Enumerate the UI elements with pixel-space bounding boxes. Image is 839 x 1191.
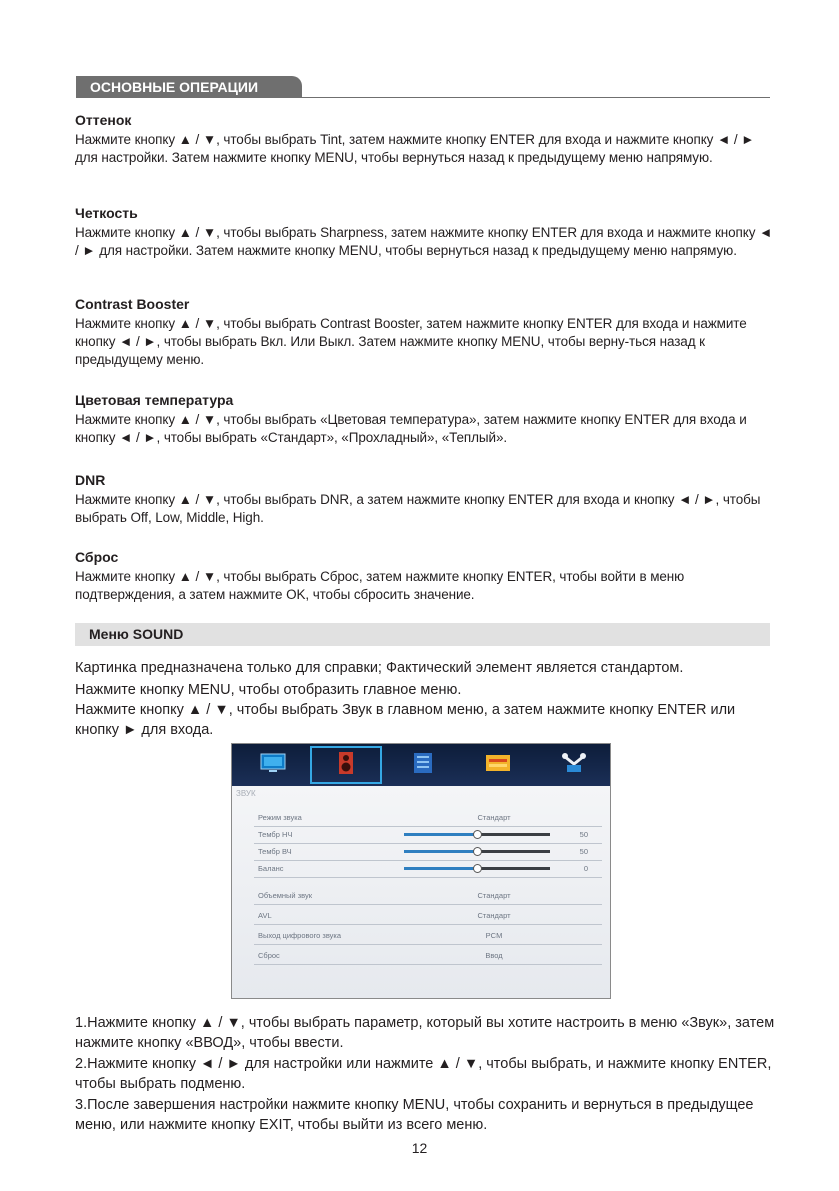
section-title: Contrast Booster (75, 296, 190, 312)
slider-knob[interactable] (473, 864, 482, 873)
balance-slider[interactable] (404, 867, 550, 870)
row-label: Выход цифрового звука (258, 931, 342, 940)
row-label: AVL (258, 911, 272, 920)
menu-body (232, 786, 610, 998)
menu-row-digital-out[interactable] (254, 928, 602, 945)
row-label: Сброс (258, 951, 280, 960)
page-number: 12 (411, 1140, 428, 1156)
row-number: 50 (579, 830, 588, 839)
row-label: Тембр НЧ (258, 830, 293, 839)
section-body: Нажмите кнопку ▲ / ▼, чтобы выбрать Sharpness, затем нажмите кнопку ENTER для входа и нажмите кнопку ◄ / ► для настройки. Затем нажмите кнопку MENU, чтобы вернуться назад к предыдущему меню напрямую. (75, 225, 773, 258)
menu-row-treble[interactable] (254, 844, 602, 861)
section-reset (75, 547, 775, 604)
treble-slider[interactable] (404, 850, 550, 853)
row-label: Объемный звук (258, 891, 312, 900)
slider-fill (404, 867, 477, 870)
section-body: Нажмите кнопку ▲ / ▼, чтобы выбрать Tint, затем нажмите кнопку ENTER для входа и нажмите кнопку ◄ / ► для настройки. Затем нажмите кнопку MENU, чтобы вернуться назад к предыдущему меню напрямую. (75, 132, 755, 165)
section-body: Нажмите кнопку ▲ / ▼, чтобы выбрать Сброс, затем нажмите кнопку ENTER, чтобы войти в меню подтверждения, а затем нажмите OK, чтобы сбросить значение. (75, 569, 685, 602)
section-dnr (75, 470, 775, 527)
section-title: DNR (75, 472, 106, 488)
menu-row-avl[interactable] (254, 908, 602, 925)
row-value: Стандарт (477, 891, 511, 900)
row-label: Режим звука (258, 813, 302, 822)
slider-fill (404, 833, 477, 836)
section-color-temp (75, 390, 775, 447)
sound-intro-select: Нажмите кнопку ▲ / ▼, чтобы выбрать Звук в главном меню, а затем нажмите кнопку ENTER или кнопку ► для входа. (75, 702, 736, 738)
section-title: Сброс (75, 549, 119, 565)
section-title: Цветовая температура (75, 392, 234, 408)
speaker-icon (333, 752, 359, 774)
channel-icon (410, 752, 436, 774)
section-sharpness (75, 203, 775, 260)
row-value: Стандарт (477, 911, 511, 920)
section-header (76, 76, 770, 98)
slider-knob[interactable] (473, 847, 482, 856)
step-3: 3.После завершения настройки нажмите кнопку MENU, чтобы сохранить и вернуться в предыдущее меню, или нажмите кнопку EXIT, чтобы выйти из всего меню. (75, 1097, 754, 1133)
section-title: Четкость (75, 205, 138, 221)
row-label: Баланс (258, 864, 284, 873)
header-divider (302, 97, 770, 98)
setup-tools-icon (561, 752, 587, 774)
section-body: Нажмите кнопку ▲ / ▼, чтобы выбрать Contrast Booster, затем нажмите кнопку ENTER для входа и нажмите кнопку ◄ / ►, чтобы выбрать Вкл. Или Выкл. Затем нажмите кнопку MENU, чтобы верну-ться назад к предыдущему меню. (75, 316, 747, 367)
section-body: Нажмите кнопку ▲ / ▼, чтобы выбрать «Цветовая температура», затем нажмите кнопку ENTER для входа и кнопку ◄ / ►, чтобы выбрать «Стандарт», «Прохладный», «Теплый». (75, 412, 747, 445)
menu-icon-bar (232, 744, 610, 786)
sound-intro-note: Картинка предназначена только для справки; Фактический элемент является стандартом. (75, 660, 684, 676)
sound-menu-heading: Меню SOUND (75, 623, 770, 646)
menu-row-reset[interactable] (254, 948, 602, 965)
row-value: Ввод (485, 951, 503, 960)
step-1: 1.Нажмите кнопку ▲ / ▼, чтобы выбрать параметр, который вы хотите настроить в меню «Звук», затем нажмите кнопку «ВВОД», чтобы ввести. (75, 1015, 775, 1051)
sound-intro-menu: Нажмите кнопку MENU, чтобы отобразить главное меню. (75, 682, 462, 698)
section-header-title: ОСНОВНЫЕ ОПЕРАЦИИ (76, 76, 302, 98)
section-body: Нажмите кнопку ▲ / ▼, чтобы выбрать DNR, а затем нажмите кнопку ENTER для входа и кнопку ◄ / ►, чтобы выбрать Off, Low, Middle, High. (75, 492, 761, 525)
time-icon (485, 752, 511, 774)
row-number: 50 (579, 847, 588, 856)
section-tint (75, 110, 775, 167)
bass-slider[interactable] (404, 833, 550, 836)
picture-icon (260, 752, 286, 774)
menu-row-balance[interactable] (254, 861, 602, 878)
row-number: 0 (583, 864, 588, 873)
menu-row-bass[interactable] (254, 827, 602, 844)
row-value: PCM (485, 931, 503, 940)
menu-row-sound-mode[interactable] (254, 810, 602, 827)
slider-fill (404, 850, 477, 853)
sound-menu-screenshot (231, 743, 611, 999)
row-value: Стандарт (477, 813, 511, 822)
menu-row-surround[interactable] (254, 888, 602, 905)
menu-section-label: ЗВУК (236, 789, 256, 798)
row-label: Тембр ВЧ (258, 847, 292, 856)
section-contrast-booster (75, 294, 775, 369)
section-title: Оттенок (75, 112, 132, 128)
slider-knob[interactable] (473, 830, 482, 839)
step-2: 2.Нажмите кнопку ◄ / ► для настройки или нажмите ▲ / ▼, чтобы выбрать, и нажмите кнопку ENTER, чтобы выбрать подменю. (75, 1056, 772, 1092)
